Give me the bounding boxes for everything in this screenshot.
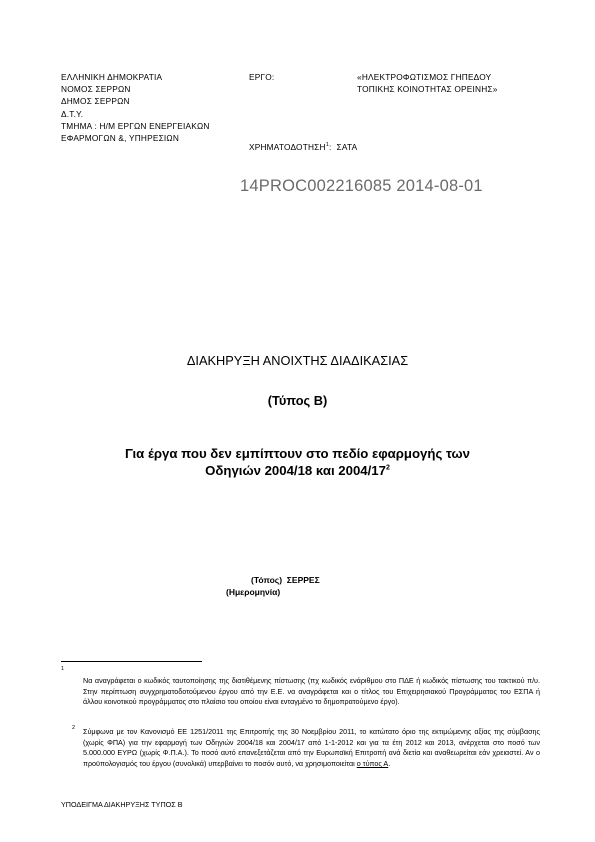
project-name-line: ΤΟΠΙΚΗΣ ΚΟΙΝΟΤΗΤΑΣ ΟΡΕΙΝΗΣ»	[357, 84, 498, 95]
funding-label: ΧΡΗΜΑΤΟΔΟΤΗΣΗ	[249, 142, 326, 152]
document-type: (Τύπος Β)	[267, 393, 328, 408]
type-a-reference: ο τύπος Α	[356, 758, 389, 768]
issuer-line: ΕΦΑΡΜΟΓΩΝ &, ΥΠΗΡΕΣΙΩΝ	[61, 133, 180, 144]
footnote-1-mark: 1	[61, 666, 65, 672]
footnote-separator	[61, 661, 202, 662]
scope-statement	[40, 445, 555, 479]
issuer-line: Δ.Τ.Υ.	[61, 108, 84, 119]
footnote-2	[83, 727, 540, 769]
place-line	[251, 575, 320, 585]
footnote-1: Να αναγράφεται ο κωδικός ταυτοποίησης της διατιθέμενης πίστωσης (πχ κωδικός ενάριθμου στο ΠΔΕ ή κωδικός πίστωσης του τακτικού π/υ. Στην περίπτωση συγχρηματοδοτούμενου έργου από την Ε.Ε. να αναγράφεται και ο τίτλος του Επιχειρησιακού Προγράμματος του ΕΣΠΑ ή άλλου κοινοτικού προγράμματος στο πλαίσιο του οποίου είναι ενταγμένο το δημοπρατούμενο έργο).	[83, 676, 540, 707]
issuer-line: ΝΟΜΟΣ ΣΕΡΡΩΝ	[61, 84, 131, 95]
scope-footnote-ref: 2	[385, 464, 390, 472]
place-label: (Τόπος)	[251, 575, 283, 585]
footnote-2-text: Σύμφωνα με τον Κανονισμό ΕΕ 1251/2011 της Επιτροπής της 30 Νοεμβρίου 2011, το κατώτατο όριο της εκτιμώμενης αξίας της σύμβασης (χωρίς ΦΠΑ) για την εφαρμογή των Οδηγιών 2004/18 και 2004/17 από 1-1-2012 και για τα έτη 2012 και 2013, ανέρχεται στο ποσό των 5.000.000 ΕΥΡΩ (χωρίς Φ.Π.Α.). Το ποσό αυτό επανεξετάζεται από την Ευρωπαϊκή Επιτροπή ανά διετία και αναθεωρείται εάν χρειαστεί. Αν ο προϋπολογισμός του έργου (συνολικά) υπερβαίνει το ποσόν αυτό, να χρησιμοποιείται	[83, 727, 540, 768]
page-footer: ΥΠΟΔΕΙΓΜΑ ΔΙΑΚΗΡΥΞΗΣ ΤΥΠΟΣ Β	[61, 800, 183, 809]
funding-footnote-ref: 1	[325, 142, 329, 149]
issuer-line: ΔΗΜΟΣ ΣΕΡΡΩΝ	[61, 96, 130, 107]
document-title: ΔΙΑΚΗΡΥΞΗ ΑΝΟΙΧΤΗΣ ΔΙΑΔΙΚΑΣΙΑΣ	[186, 353, 409, 368]
scope-line-text: Οδηγιών 2004/18 και 2004/17	[205, 463, 386, 478]
project-label: ΕΡΓΟ:	[249, 72, 275, 82]
project-name-line: «ΗΛΕΚΤΡΟΦΩΤΙΣΜΟΣ ΓΗΠΕΔΟΥ	[357, 72, 492, 82]
scope-line: Για έργα που δεν εμπίπτουν στο πεδίο εφαρμογής των	[125, 446, 470, 461]
scope-line	[40, 462, 555, 479]
project-name	[357, 71, 498, 95]
funding-value: ΣΑΤΑ	[336, 142, 358, 152]
issuer-line: ΤΜΗΜΑ : Η/Μ ΕΡΓΩΝ ΕΝΕΡΓΕΙΑΚΩΝ	[61, 120, 210, 131]
footnote-2-end: .	[388, 758, 391, 768]
place-value: ΣΕΡΡΕΣ	[286, 575, 320, 585]
reference-code: 14PROC002216085 2014-08-01	[240, 177, 483, 195]
issuer-block	[61, 71, 210, 144]
footnote-2-mark: 2	[72, 725, 76, 731]
issuer-line: ΕΛΛΗΝΙΚΗ ΔΗΜΟΚΡΑΤΙΑ	[61, 72, 163, 82]
funding-line	[249, 141, 357, 153]
date-label: (Ημερομηνία)	[226, 587, 281, 597]
funding-colon: :	[328, 142, 332, 152]
